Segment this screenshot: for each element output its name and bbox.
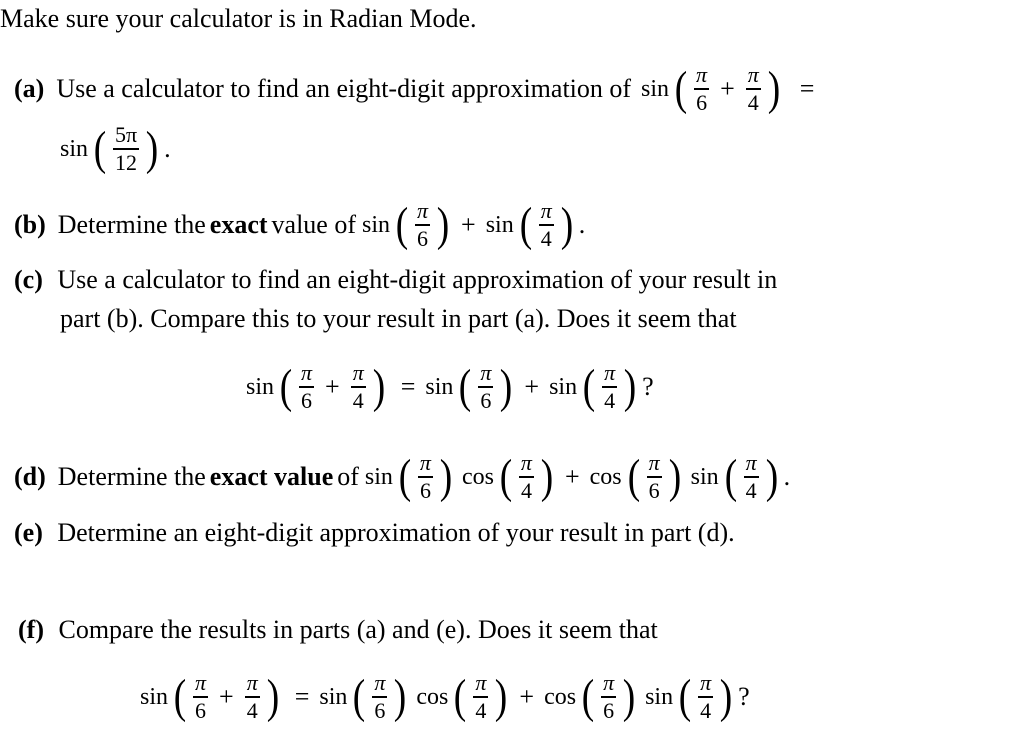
fraction-pi-over-4 [519,452,534,502]
left-paren: ( [353,670,366,724]
sin-function: sin [645,683,674,710]
fraction-pi-over-4 [744,452,759,502]
part-c-equation [246,362,654,412]
fraction-pi-over-6 [694,64,709,114]
fraction-pi-over-6 [601,672,616,722]
fraction-pi-over-6 [299,362,314,412]
fraction-pi-over-6 [418,452,433,502]
sin-function: sin [319,683,348,710]
plus-sign: + [720,73,735,103]
left-paren: ( [459,360,472,414]
right-paren: ) [719,670,733,724]
numerator: π [352,360,364,385]
cos-function: cos [416,683,449,710]
sin-function: sin [362,211,391,238]
left-paren: ( [581,670,595,724]
numerator: π [540,198,552,223]
cos-function: cos [461,463,494,490]
left-paren: ( [582,360,596,414]
left-paren: ( [398,450,412,504]
part-b-text-pre: Determine the [57,209,206,239]
equals-sign: = [400,371,416,401]
numerator: π [700,670,712,695]
plus-sign: + [325,371,340,401]
denominator: 4 [520,477,532,503]
sin-function: sin [364,463,393,490]
denominator: 4 [352,387,364,413]
equals-sign: = [799,73,815,103]
fraction-pi-over-4 [245,672,260,722]
right-paren: ) [623,360,637,414]
denominator: 6 [374,697,386,723]
part-d-text-post: of [337,461,359,491]
denominator: 6 [419,477,431,503]
right-paren: ) [500,360,513,414]
denominator: 6 [480,387,492,413]
period: . [578,209,586,239]
part-b-text-exact: exact [209,209,268,239]
fraction-pi-over-6 [372,672,387,722]
question-mark: ? [738,681,750,711]
part-f-label: (f) [18,615,44,644]
part-d-line [14,452,790,502]
left-paren: ( [454,670,467,724]
right-paren: ) [145,122,159,176]
sin-function: sin [140,683,169,710]
right-paren: ) [439,450,453,504]
right-paren: ) [668,450,681,504]
right-paren: ) [540,450,554,504]
part-d-label: (d) [14,461,46,491]
part-c-text-line2: part (b). Compare this to your result in part (a). Does it seem that [60,304,737,333]
right-paren: ) [765,450,778,504]
plus-sign: + [219,681,234,711]
right-paren: ) [266,670,279,724]
part-c-line2 [60,306,737,332]
denominator: 6 [603,697,615,723]
part-f-equation [140,672,750,722]
part-b-label: (b) [14,209,46,239]
fraction-pi-over-4 [351,362,366,412]
numerator: π [417,198,429,223]
denominator: 6 [696,89,708,115]
left-paren: ( [499,450,513,504]
denominator: 6 [417,225,429,251]
cos-function: cos [589,463,622,490]
fraction-pi-over-6 [478,362,493,412]
denominator: 4 [747,89,759,115]
left-paren: ( [173,670,187,724]
sin-function: sin [485,211,514,238]
numerator: π [480,360,492,385]
left-paren: ( [279,360,293,414]
plus-sign: + [461,209,476,239]
fraction-5pi-over-12 [113,124,139,174]
denominator: 4 [700,697,712,723]
period: . [783,461,791,491]
part-b-line [14,200,585,250]
cos-function: cos [544,683,577,710]
left-paren: ( [678,670,692,724]
part-a-line2 [60,124,171,174]
numerator: π [475,670,487,695]
part-d-text-pre: Determine the [57,461,206,491]
numerator: π [745,450,757,475]
sin-function: sin [60,135,89,162]
numerator: π [747,62,759,87]
fraction-pi-over-4 [539,200,554,250]
left-paren: ( [519,198,532,252]
numerator: π [301,360,313,385]
numerator: π [195,670,207,695]
right-paren: ) [495,670,508,724]
question-mark: ? [642,371,654,401]
plus-sign: + [519,681,535,711]
denominator: 4 [745,477,757,503]
sin-function: sin [641,75,670,102]
left-paren: ( [627,450,640,504]
sin-function: sin [549,373,578,400]
part-c-line1 [14,267,777,293]
fraction-pi-over-6 [415,200,430,250]
plus-sign: + [524,371,540,401]
fraction-pi-over-6 [647,452,662,502]
equals-sign: = [294,681,310,711]
instruction-text [0,6,477,32]
denominator: 4 [540,225,552,251]
sin-function: sin [246,373,275,400]
numerator: π [603,670,615,695]
numerator: π [648,450,660,475]
left-paren: ( [93,122,107,176]
period: . [164,133,171,163]
denominator: 4 [475,697,487,723]
denominator: 6 [301,387,313,413]
denominator: 12 [115,149,138,175]
part-a-text: Use a calculator to find an eight-digit approximation of [56,73,632,103]
right-paren: ) [394,670,407,724]
plus-sign: + [564,461,580,491]
fraction-pi-over-4 [698,672,713,722]
left-paren: ( [395,198,409,252]
left-paren: ( [674,62,688,116]
part-e-text: Determine an eight-digit approximation of your result in part (d). [57,518,735,547]
part-d-text-bold: exact value [209,461,334,491]
right-paren: ) [560,198,573,252]
denominator: 4 [246,697,258,723]
numerator: π [246,670,258,695]
numerator: π [696,62,708,87]
fraction-pi-over-6 [193,672,208,722]
part-e-label: (e) [14,518,43,547]
denominator: 4 [604,387,616,413]
fraction-pi-over-4 [746,64,761,114]
fraction-pi-over-4 [602,362,617,412]
denominator: 6 [648,477,660,503]
part-a-line1 [14,64,820,114]
right-paren: ) [767,62,781,116]
part-b-text-post: value of [271,209,356,239]
numerator: π [374,670,386,695]
right-paren: ) [436,198,450,252]
part-a-label: (a) [14,73,45,103]
part-e-line [14,520,735,546]
numerator: π [419,450,431,475]
left-paren: ( [724,450,737,504]
numerator: π [520,450,532,475]
part-c-text-line1: Use a calculator to find an eight-digit approximation of your result in [57,265,778,294]
right-paren: ) [372,360,385,414]
intro-text: Make sure your calculator is in Radian Mode. [0,4,477,33]
part-f-line [18,617,658,643]
numerator: π [604,360,616,385]
fraction-pi-over-4 [473,672,488,722]
part-f-text: Compare the results in parts (a) and (e). Does it seem that [58,615,658,644]
right-paren: ) [622,670,636,724]
sin-function: sin [690,463,719,490]
numerator: 5π [115,122,138,147]
part-c-label: (c) [14,265,43,294]
denominator: 6 [195,697,207,723]
sin-function: sin [425,373,454,400]
